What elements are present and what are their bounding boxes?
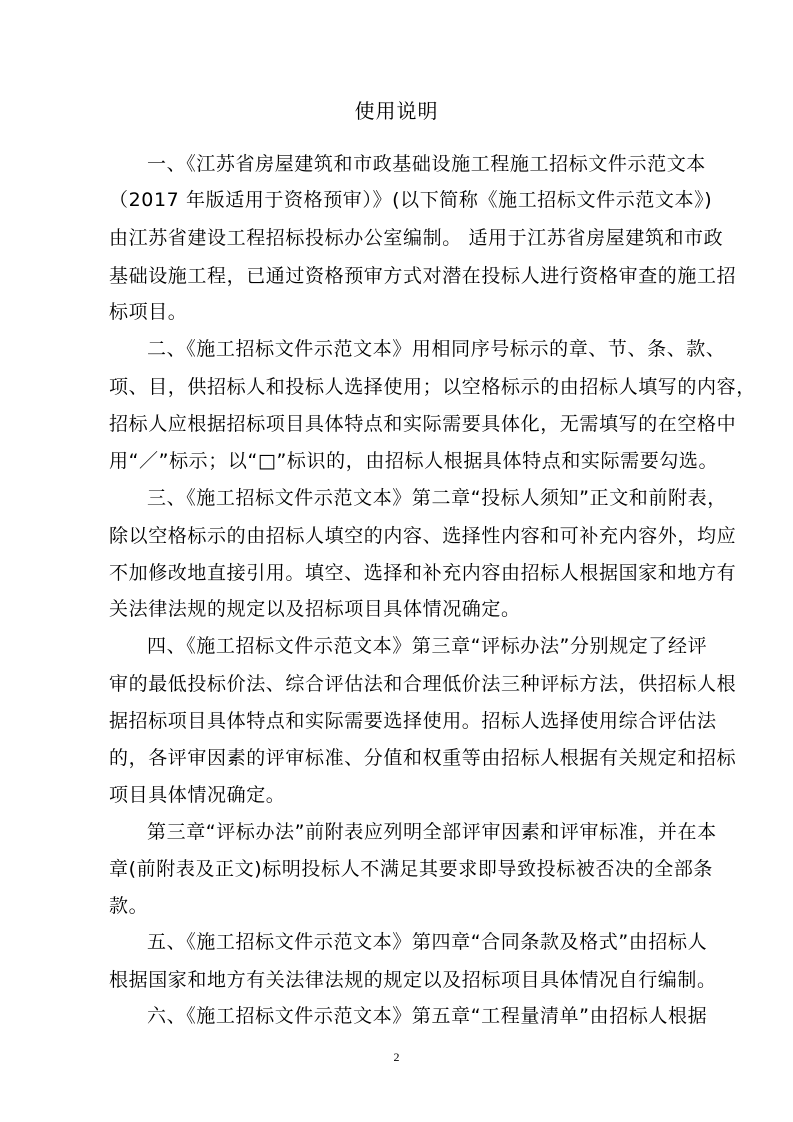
text-line: 四、《施工招标文件示范文本》第三章“评标办法”分别规定了经评 xyxy=(147,635,708,657)
text-line: 六、《施工招标文件示范文本》第五章“工程量清单”由招标人根据 xyxy=(147,1005,708,1027)
text-line: 五、《施工招标文件示范文本》第四章“合同条款及格式”由招标人 xyxy=(147,931,708,953)
text-line: 基础设施工程，已通过资格预审方式对潜在投标人进行资格审查的施工招 xyxy=(109,265,737,287)
text-line: 项、目，供招标人和投标人选择使用；以空格标示的由招标人填写的内容， xyxy=(109,376,756,398)
text-line: 一、《江苏省房屋建筑和市政基础设施工程施工招标文件示范文本 xyxy=(147,153,706,175)
text-line: 除以空格标示的由招标人填空的内容、选择性内容和可补充内容外，均应 xyxy=(109,525,737,547)
text-line: 用“／”标示；以“□”标识的，由招标人根据具体特点和实际需要勾选。 xyxy=(109,450,719,472)
text-line: 项目具体情况确定。 xyxy=(109,784,286,806)
page-title: 使用说明 xyxy=(354,99,439,123)
text-line: 的，各评审因素的评审标准、分值和权重等由招标人根据有关规定和招标 xyxy=(109,747,737,769)
text-line: 关法律法规的规定以及招标项目具体情况确定。 xyxy=(109,598,521,620)
text-line: 根据国家和地方有关法律法规的规定以及招标项目具体情况自行编制。 xyxy=(109,969,717,991)
text-line: 章(前附表及正文)标明投标人不满足其要求即导致投标被否决的全部条 xyxy=(109,858,714,880)
text-line: 不加修改地直接引用。填空、选择和补充内容由招标人根据国家和地方有 xyxy=(109,562,737,584)
text-line: 三、《施工招标文件示范文本》第二章“投标人须知”正文和前附表， xyxy=(147,487,727,509)
text-line: 第三章“评标办法”前附表应列明全部评审因素和评审标准，并在本 xyxy=(147,821,717,843)
text-line: 审的最低投标价法、综合评估法和合理低价法三种评标方法，供招标人根 xyxy=(109,673,737,695)
text-line: 款。 xyxy=(109,895,149,917)
text-line: （2017 年版适用于资格预审）》(以下简称《施工招标文件示范文本》) xyxy=(109,189,713,211)
page-number: 2 xyxy=(393,1050,400,1064)
text-line: 由江苏省建设工程招标投标办公室编制。 适用于江苏省房屋建筑和市政 xyxy=(109,227,724,249)
text-line: 招标人应根据招标项目具体特点和实际需要具体化，无需填写的在空格中 xyxy=(109,413,737,435)
text-line: 据招标项目具体特点和实际需要选择使用。招标人选择使用综合评估法 xyxy=(109,710,717,732)
text-line: 标项目。 xyxy=(109,301,188,323)
text-line: 二、《施工招标文件示范文本》用相同序号标示的章、节、条、款、 xyxy=(147,338,726,360)
